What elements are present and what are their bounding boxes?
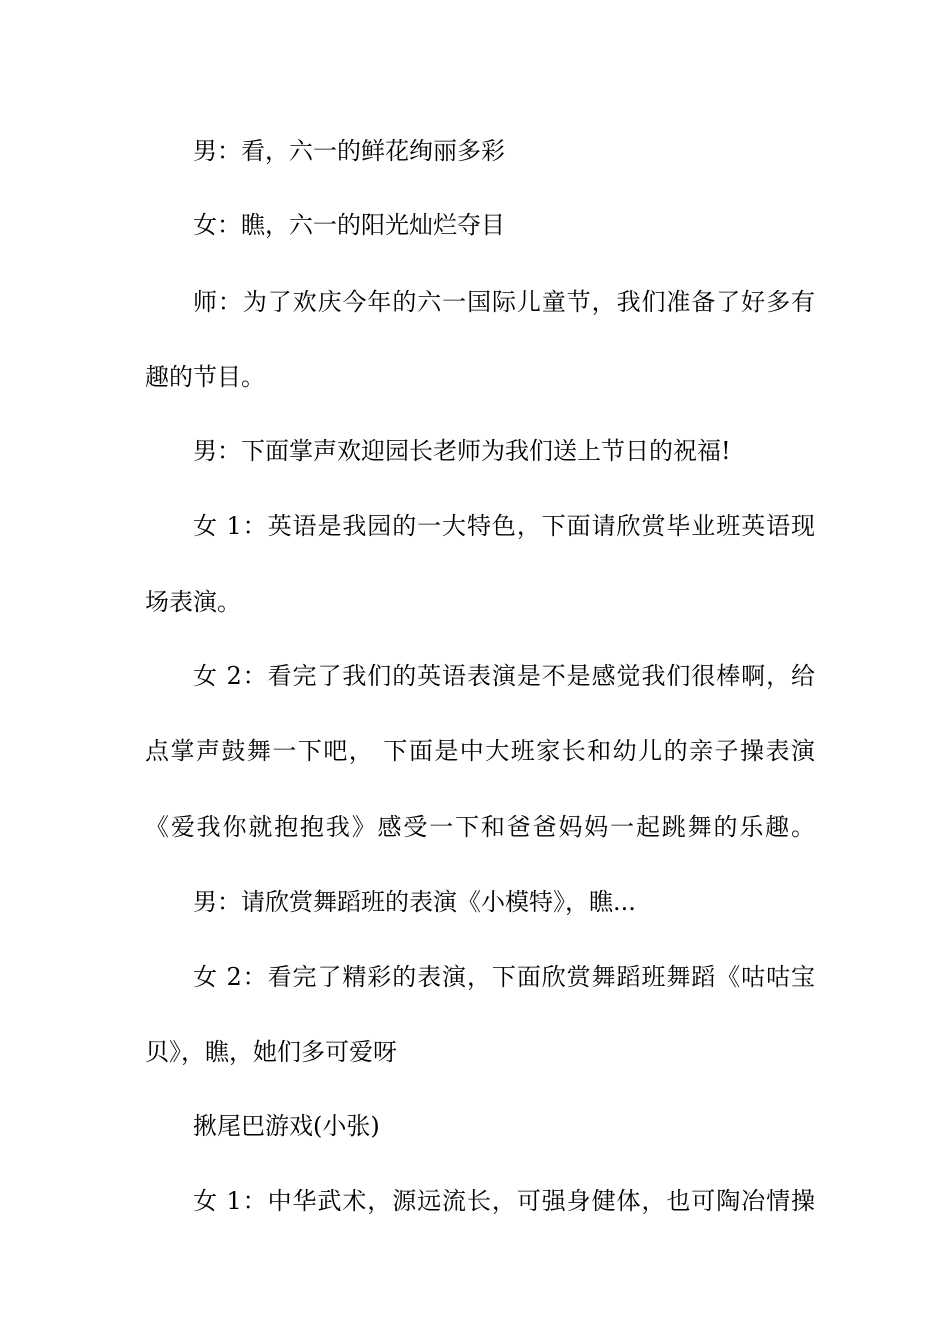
paragraph-line: 女 1：中华武术，源远流长，可强身健体，也可陶冶情操 — [193, 1187, 815, 1215]
paragraph-line: 贝》，瞧，她们多可爱呀 — [145, 1038, 397, 1066]
paragraph-line: 女 2：看完了我们的英语表演是不是感觉我们很棒啊，给 — [193, 662, 815, 690]
paragraph-line: 师：为了欢庆今年的六一国际儿童节，我们准备了好多有 — [193, 288, 815, 316]
paragraph-line: 《爱我你就抱抱我》感受一下和爸爸妈妈一起跳舞的乐趣。 — [145, 813, 815, 841]
paragraph-line: 男：下面掌声欢迎园长老师为我们送上节日的祝福! — [193, 437, 731, 465]
paragraph-line: 场表演。 — [145, 588, 241, 616]
paragraph-line: 女 2：看完了精彩的表演，下面欣赏舞蹈班舞蹈《咕咕宝 — [193, 963, 815, 991]
paragraph-line: 揪尾巴游戏(小张) — [193, 1112, 380, 1140]
paragraph-line: 男：请欣赏舞蹈班的表演《小模特》，瞧... — [193, 888, 636, 916]
paragraph-line: 趣的节目。 — [145, 363, 265, 391]
paragraph-line: 女：瞧，六一的阳光灿烂夺目 — [193, 211, 505, 239]
paragraph-line: 点掌声鼓舞一下吧， 下面是中大班家长和幼儿的亲子操表演 — [145, 737, 815, 765]
paragraph-line: 男：看，六一的鲜花绚丽多彩 — [193, 137, 505, 165]
paragraph-line: 女 1：英语是我园的一大特色，下面请欣赏毕业班英语现 — [193, 512, 815, 540]
